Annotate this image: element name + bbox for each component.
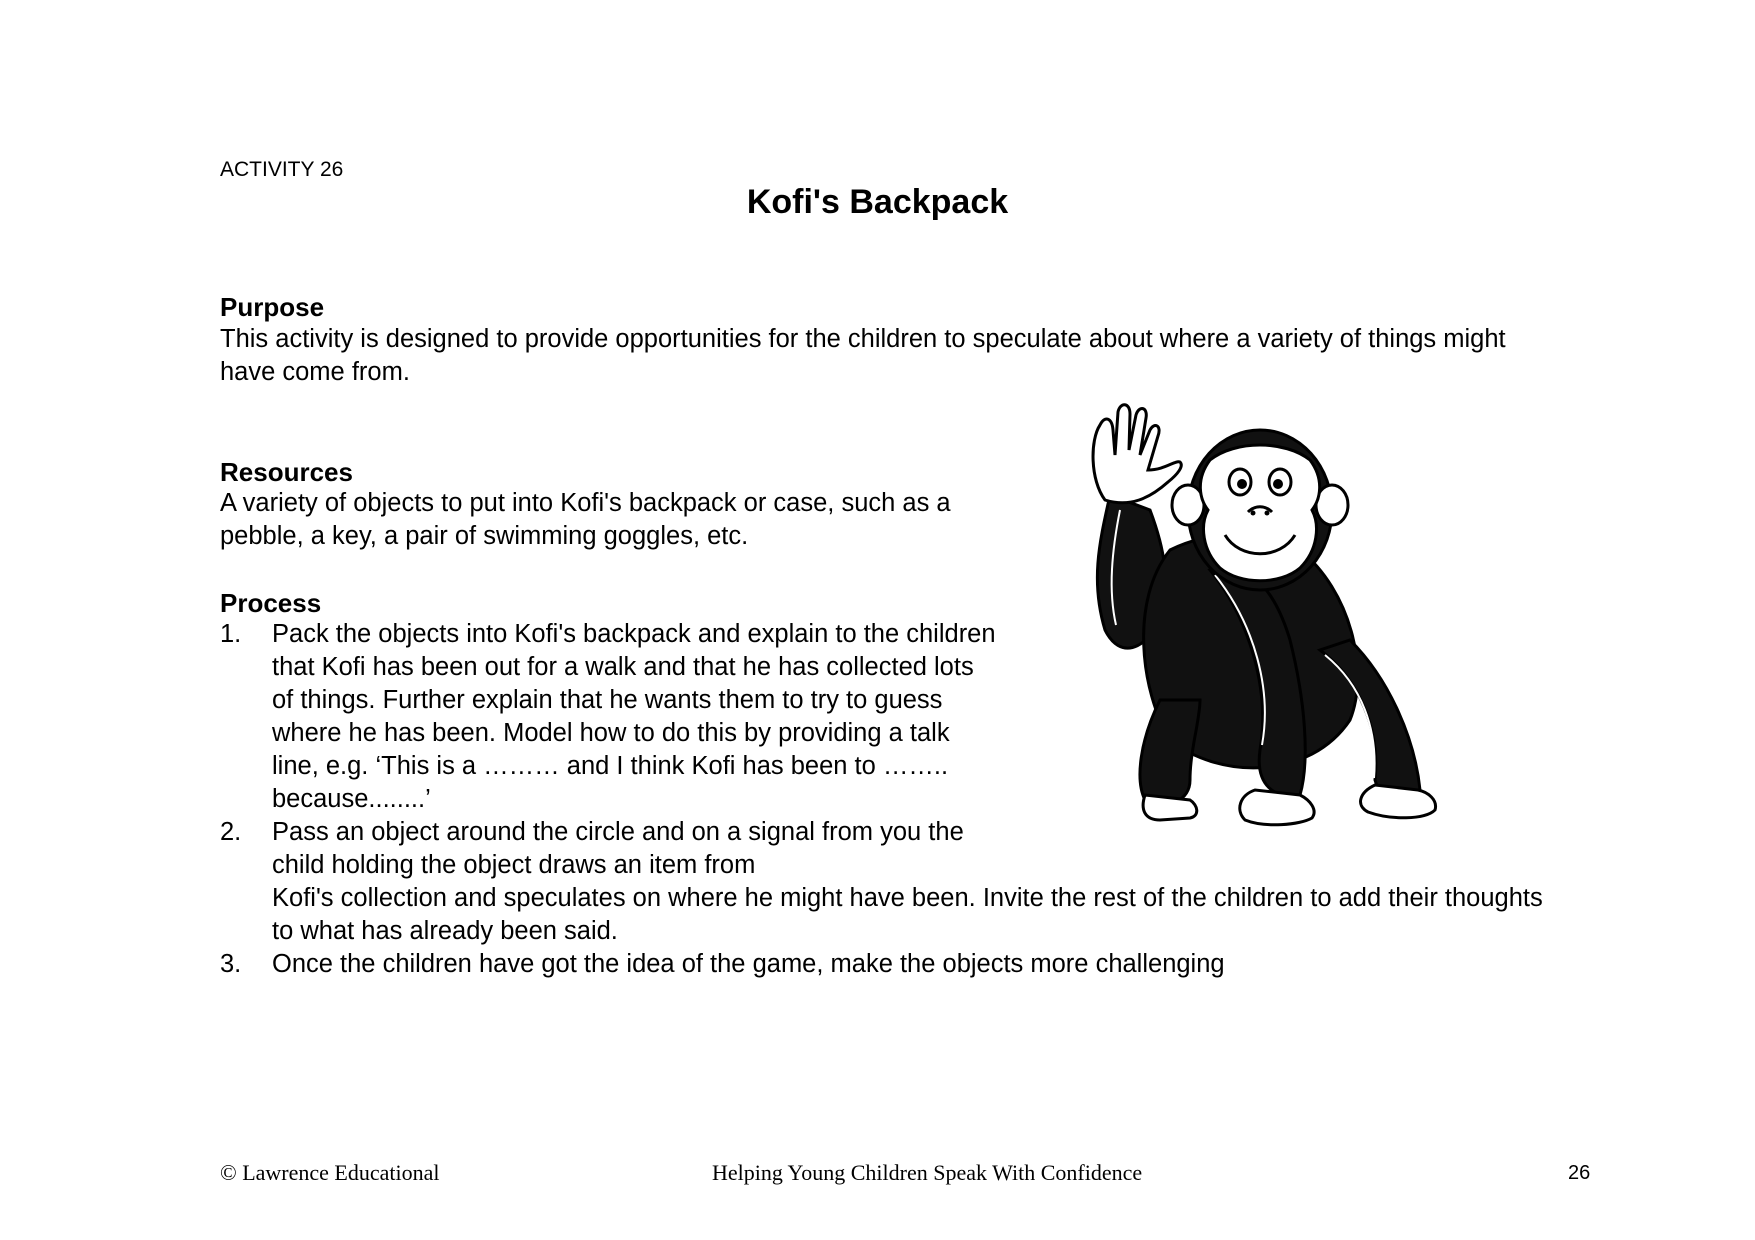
list-item-number: 1. xyxy=(220,620,242,648)
footer-book-title: Helping Young Children Speak With Confidence xyxy=(712,1160,1143,1185)
list-item-text: Pass an object around the circle and on a signal from you the child holding the object draws an item from xyxy=(272,818,964,879)
waving-hand-icon xyxy=(1093,405,1181,503)
process-heading: Process xyxy=(220,588,322,618)
list-item-number: 3. xyxy=(220,950,242,978)
page-title: Kofi's Backpack xyxy=(746,183,1009,221)
list-item-text: Once the children have got the idea of the game, make the objects more challenging xyxy=(272,950,1225,978)
list-item-number: 2. xyxy=(220,818,242,846)
footer-copyright: © Lawrence Educational xyxy=(220,1160,440,1185)
list-item-text-continued: Kofi's collection and speculates on where he might have been. Invite the rest of the children to add their thoughts to what has already been said. xyxy=(272,884,1543,945)
purpose-heading: Purpose xyxy=(220,292,325,322)
page-number: 26 xyxy=(1568,1162,1591,1184)
list-item-text: Pack the objects into Kofi's backpack and explain to the children that Kofi has been out for a walk and that he has collected lots of things. Further explain that he wants them to try to guess where he has been. Model how to do this by providing a talk line, e.g. ‘This is a ……… and I think Kofi has been to …….. because........’ xyxy=(272,620,996,813)
list-item xyxy=(220,948,1560,981)
resources-heading: Resources xyxy=(220,457,353,487)
activity-label: ACTIVITY 26 xyxy=(220,158,344,181)
waving-monkey-illustration xyxy=(1050,400,1530,870)
resources-text: A variety of objects to put into Kofi's backpack or case, such as a pebble, a key, a pair of swimming goggles, etc. xyxy=(220,489,951,550)
purpose-text: This activity is designed to provide opportunities for the children to speculate about where a variety of things might have come from. xyxy=(220,325,1506,386)
